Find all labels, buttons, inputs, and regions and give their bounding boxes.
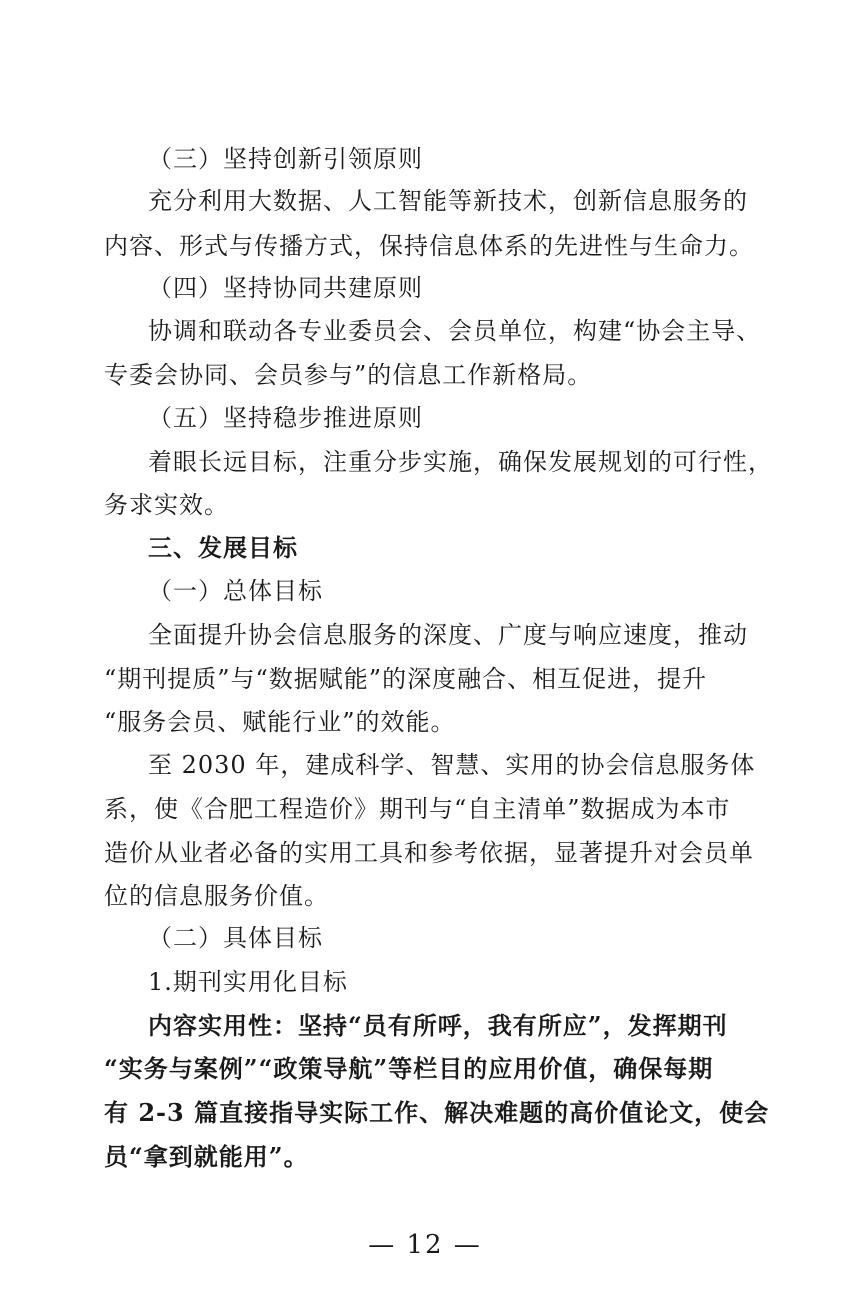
paragraph-line: “期刊提质”与“数据赋能”的深度融合、相互促进，提升	[104, 665, 708, 693]
heading-principle-5: （五）坚持稳步推进原则	[148, 404, 423, 432]
paragraph-line: “服务会员、赋能行业”的效能。	[104, 708, 456, 736]
paragraph-line: 内容、形式与传播方式，保持信息体系的先进性与生命力。	[104, 232, 754, 260]
page-number: — 12 —	[368, 1230, 482, 1260]
paragraph-line: 系，使《合肥工程造价》期刊与“自主清单”数据成为本市	[104, 795, 731, 823]
paragraph-line: 至 2030 年，建成科学、智慧、实用的协会信息服务体	[148, 751, 756, 779]
paragraph-line: 务求实效。	[104, 491, 229, 519]
paragraph-line: 造价从业者必备的实用工具和参考依据，显著提升对会员单	[104, 839, 754, 867]
paragraph-line: “实务与案例”“政策导航”等栏目的应用价值，确保每期	[104, 1054, 714, 1083]
section-heading-development-goals: 三、发展目标	[148, 533, 298, 562]
paragraph-line: 着眼长远目标，注重分步实施，确保发展规划的可行性，	[148, 448, 773, 476]
paragraph-line: 专委会协同、会员参与”的信息工作新格局。	[104, 361, 593, 389]
heading-specific-goals: （二）具体目标	[148, 924, 323, 952]
heading-principle-3: （三）坚持创新引领原则	[148, 145, 423, 173]
paragraph-line: 有 2-3 篇直接指导实际工作、解决难题的高价值论文，使会	[104, 1098, 770, 1127]
heading-principle-4: （四）坚持协同共建原则	[148, 274, 423, 302]
paragraph-line: 位的信息服务价值。	[104, 882, 329, 910]
heading-journal-goal: 1.期刊实用化目标	[148, 968, 348, 996]
paragraph-line: 充分利用大数据、人工智能等新技术，创新信息服务的	[148, 187, 748, 215]
paragraph-line: 内容实用性：坚持“员有所呼，我有所应”，发挥期刊	[148, 1011, 728, 1040]
paragraph-line: 全面提升协会信息服务的深度、广度与响应速度，推动	[148, 621, 748, 649]
paragraph-line: 协调和联动各专业委员会、会员单位，构建“协会主导、	[148, 317, 762, 345]
paragraph-line: 员“拿到就能用”。	[104, 1142, 309, 1171]
heading-overall-goal: （一）总体目标	[148, 577, 323, 605]
